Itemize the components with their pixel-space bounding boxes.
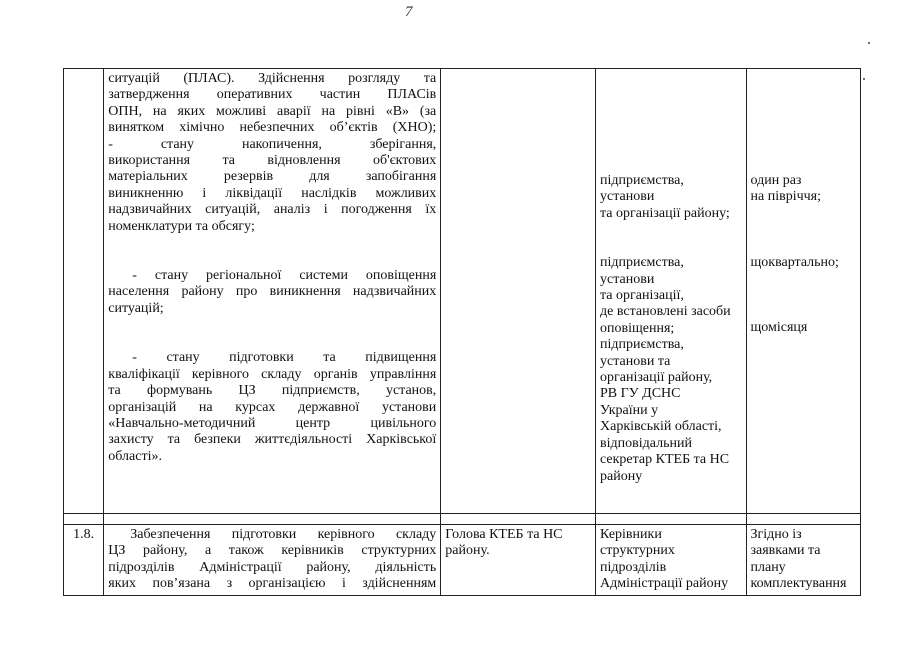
executors-block-3 <box>600 337 741 485</box>
text-line: установи <box>600 271 655 287</box>
text-line: та організації, <box>600 288 684 304</box>
text-line: та формувань ЦЗ підприємств, установ, <box>108 383 437 399</box>
text-line: «Навчально-методичний центр цивільного <box>108 415 437 431</box>
text-line: плану <box>750 559 786 575</box>
text-line: кваліфікації керівного складу органів управління <box>108 366 437 382</box>
text-line: підрозділів Адміністрації району, діяльність <box>108 559 437 575</box>
text-line: ситуацій (ПЛАС). Здійснення розгляду та <box>108 71 437 86</box>
term-block-2 <box>751 255 857 271</box>
text-line: де встановлені засоби <box>600 304 731 320</box>
responsible-block <box>445 527 591 560</box>
term-cell <box>746 69 861 514</box>
text-line: - стану накопичення, зберігання, <box>108 136 437 152</box>
text-line: області». <box>108 448 162 464</box>
text-line: - стану підготовки та підвищення <box>132 350 437 366</box>
responsible-cell <box>441 525 596 596</box>
text-line: Забезпечення підготовки керівного складу <box>130 527 437 542</box>
text-line: установи та <box>600 353 671 369</box>
description-block-1 <box>108 71 436 235</box>
text-line: ОПН, на яких можливі аварії на рівні «В» (за <box>108 103 437 119</box>
text-line: один раз <box>750 173 802 188</box>
responsible-cell <box>441 69 596 514</box>
text-line: Голова КТЕБ та НС <box>445 527 563 542</box>
text-line: України у <box>600 402 659 418</box>
executors-cell <box>596 525 746 596</box>
scan-speck <box>868 42 870 44</box>
text-line: надзвичайних ситуацій, аналіз і погодження їх <box>108 202 437 218</box>
text-line: структурних <box>600 543 675 559</box>
number-cell <box>64 69 104 514</box>
spacer-row <box>64 514 861 525</box>
text-line: яких пов’язана з організацією і здійсненням <box>108 576 437 592</box>
text-line: району <box>600 468 643 484</box>
text-line: щоквартально; <box>750 254 839 270</box>
text-line: номенклатури та обсягу; <box>108 218 255 234</box>
description-block-2 <box>108 268 436 317</box>
table-row <box>64 525 861 596</box>
text-line: комплектування <box>750 576 847 592</box>
text-line: підприємства, <box>600 337 684 353</box>
description-block <box>108 527 436 593</box>
text-line: підприємства, <box>600 173 684 188</box>
description-cell <box>104 525 441 596</box>
text-line: Згідно із <box>750 527 802 542</box>
text-line: району. <box>445 543 490 559</box>
text-line: захисту та безпеки життєдіяльності Харківської <box>108 432 437 448</box>
text-line: використання та відновлення об'єктових <box>108 153 437 169</box>
text-line: винятком хімічно небезпечних об’єктів (ХНО); <box>108 120 437 136</box>
text-line: населення району про виникнення надзвичайних <box>108 284 437 300</box>
text-line: заявками та <box>750 543 821 559</box>
measures-table <box>63 68 861 596</box>
description-block-3 <box>108 350 436 465</box>
text-line: виникненню і ліквідації наслідків можливих <box>108 185 437 201</box>
executors-cell <box>596 69 746 514</box>
text-line: відповідальний <box>600 435 692 451</box>
text-line: - стану регіональної системи оповіщення <box>132 268 437 284</box>
text-line: Харківській області, <box>600 419 722 435</box>
text-line: Адміністрації району <box>600 576 729 592</box>
text-line: на півріччя; <box>750 189 821 205</box>
text-line: та організації району; <box>600 205 730 221</box>
text-line: організацій на курсах державної установи <box>108 399 437 415</box>
text-line: Керівники <box>600 527 662 542</box>
term-block-3 <box>751 320 857 336</box>
text-line: організації району, <box>600 370 713 386</box>
term-block-1 <box>751 173 857 206</box>
executors-block-1 <box>600 173 741 222</box>
text-line: ситуацій; <box>108 300 164 316</box>
text-line: підрозділів <box>600 559 667 575</box>
text-line: оповіщення; <box>600 320 675 336</box>
executors-block-2 <box>600 255 741 337</box>
item-number: 1.8. <box>64 525 104 596</box>
description-cell <box>104 69 441 514</box>
text-line: ЦЗ району, а також керівників структурних <box>108 543 437 559</box>
text-line: РВ ГУ ДСНС <box>600 386 681 402</box>
term-cell <box>746 525 861 596</box>
text-line: матеріальних резервів для запобігання <box>108 169 437 185</box>
executors-block <box>600 527 741 593</box>
text-line: підприємства, <box>600 255 684 271</box>
term-block <box>751 527 857 593</box>
table-row <box>64 69 861 514</box>
text-line: щомісяця <box>750 320 808 336</box>
text-line: затвердження оперативних частин ПЛАСів <box>108 87 437 103</box>
text-line: секретар КТЕБ та НС <box>600 452 730 468</box>
page-number-mark: 7 <box>405 4 413 20</box>
text-line: установи <box>600 189 655 205</box>
scan-speck <box>863 78 865 80</box>
